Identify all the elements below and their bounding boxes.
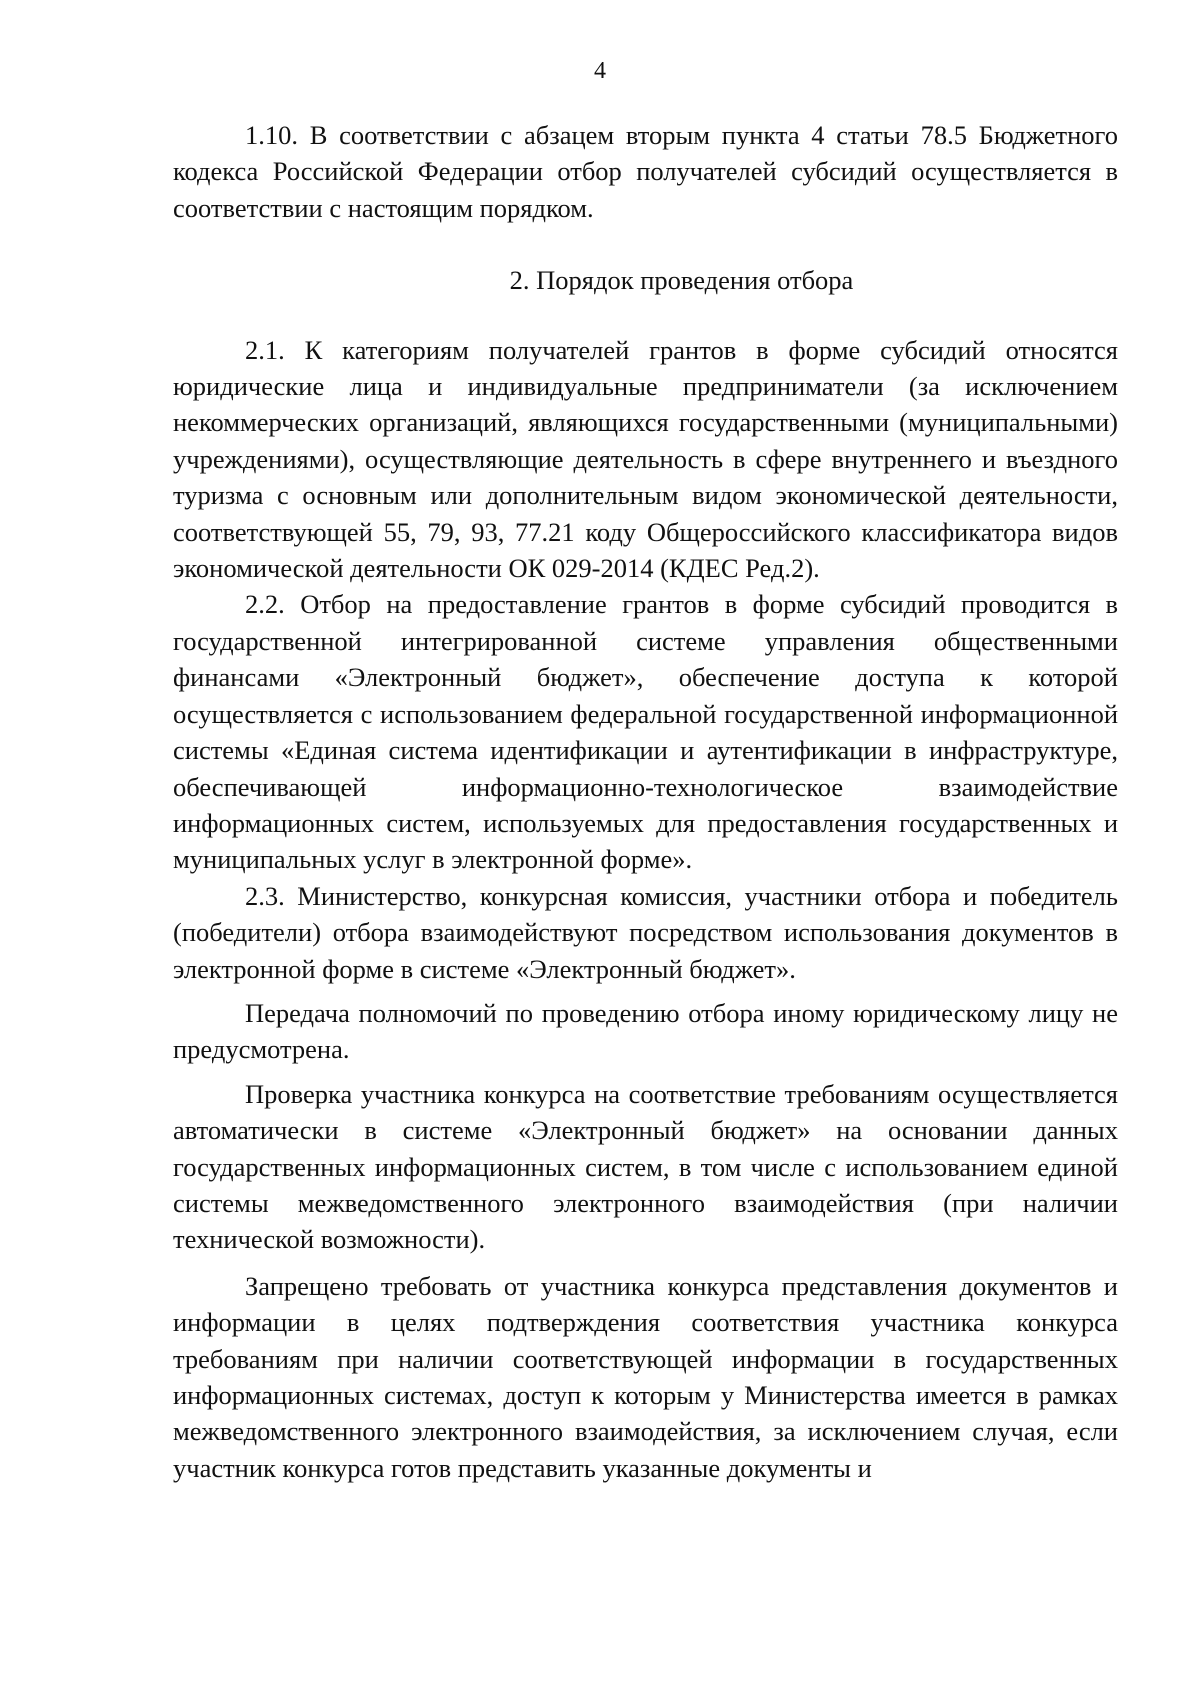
spacer: [173, 1068, 1118, 1076]
paragraph-2-3: 2.3. Министерство, конкурсная комиссия, участники отбора и победитель (победители) отбора взаимодействуют посредством использования документов в электронной форме в системе «Электронный бюджет».: [173, 880, 1118, 984]
paragraph-verification: Проверка участника конкурса на соответствие требованиям осуществляется автоматически в системе «Электронный бюджет» на основании данных государственных информационных систем, в том числе с использованием единой системы межведомственного электронного взаимодействия (при наличии технической возможности).: [173, 1078, 1118, 1255]
paragraph-2-1: 2.1. К категориям получателей грантов в форме субсидий относятся юридические лица и индивидуальные предприниматели (за исключением некоммерческих организаций, являющихся государственными (муниципальными) учреждениями), осуществляющие деятельность в сфере внутреннего и въездного туризма с основным или дополнительным видом экономической деятельности, соответствующей 55, 79, 93, 77.21 коду Общероссийского классификатора видов экономической деятельности ОК 029-2014 (КДЕС Ред.2).: [173, 334, 1118, 584]
paragraph-delegation: Передача полномочий по проведению отбора иному юридическому лицу не предусмотрена.: [173, 997, 1118, 1065]
paragraph-1-10: 1.10. В соответствии с абзацем вторым пункта 4 статьи 78.5 Бюджетного кодекса Российской Федерации отбор получателей субсидий осуществляется в соответствии с настоящим порядком.: [173, 120, 1118, 223]
spacer: [173, 1258, 1118, 1268]
spacer: [173, 299, 1118, 332]
spacer: [173, 987, 1118, 995]
section-heading: 2. Порядок проведения отбора: [509, 265, 854, 296]
paragraph-2-2: 2.2. Отбор на предоставление грантов в форме субсидий проводится в государственной интегрированной системе управления общественными финансами «Электронный бюджет», обеспечение доступа к которой осуществляется с использованием федеральной государственной информационной системы «Единая система идентификации и аутентификации в инфраструктуре, обеспечивающей информационно-технологическое взаимодействие информационных систем, используемых для предоставления государственных и муниципальных услуг в электронной форме».: [173, 589, 1118, 875]
paragraph-prohibition: Запрещено требовать от участника конкурса представления документов и информации в целях подтверждения соответствия участника конкурса требованиям при наличии соответствующей информации в государственных информационных системах, доступ к которым у Министерства имеется в рамках межведомственного электронного взаимодействия, за исключением случая, если участник конкурса готов представить указанные документы и: [173, 1270, 1118, 1483]
page-number: 4: [594, 58, 606, 84]
spacer: [173, 226, 1118, 262]
document-body: [173, 117, 1118, 1486]
